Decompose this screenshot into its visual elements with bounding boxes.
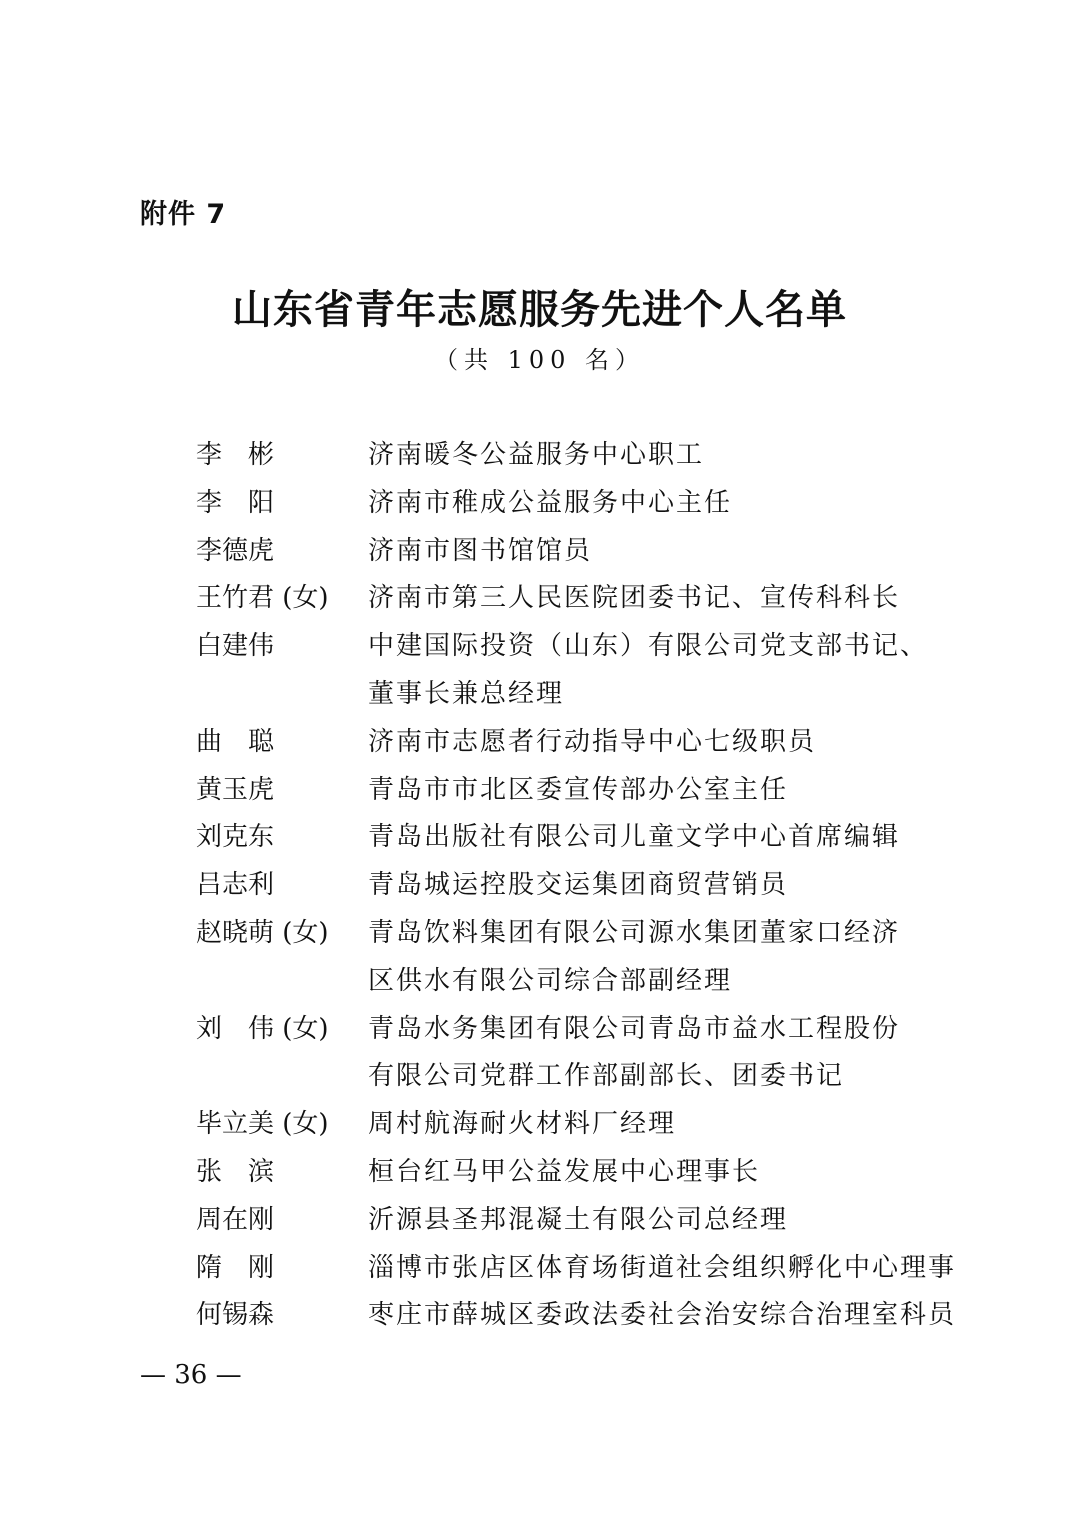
organization-line: 桓台红马甲公益发展中心理事长	[368, 1156, 761, 1187]
list-item	[196, 480, 996, 528]
organization-line: 济南市图书馆馆员	[368, 535, 593, 566]
list-item	[196, 910, 996, 1006]
organization-line: 沂源县圣邦混凝土有限公司总经理	[368, 1204, 789, 1235]
person-name: 李 阳	[196, 487, 275, 518]
page-title: 山东省青年志愿服务先进个人名单	[232, 287, 847, 333]
honoree-list	[196, 432, 996, 1340]
organization-line: 周村航海耐火材料厂经理	[368, 1109, 677, 1140]
person-name: 李 彬	[196, 440, 275, 470]
person-organization	[368, 1292, 996, 1340]
person-name: 隋 刚	[196, 1252, 275, 1283]
list-item	[196, 767, 996, 815]
organization-line: 董事长兼总经理	[368, 678, 565, 709]
organization-line: 有限公司党群工作部副部长、团委书记	[368, 1061, 845, 1092]
list-item	[196, 862, 996, 910]
list-item	[196, 1292, 996, 1340]
organization-line: 青岛饮料集团有限公司源水集团董家口经济	[368, 917, 901, 948]
person-organization	[368, 767, 996, 815]
attachment-label: 附件 7	[140, 199, 227, 230]
page-number: — 36 —	[140, 1360, 242, 1390]
person-name: 毕立美 (女)	[196, 1109, 329, 1140]
person-organization	[368, 623, 996, 719]
person-organization	[368, 575, 996, 623]
list-item	[196, 719, 996, 767]
person-organization	[368, 1006, 996, 1102]
organization-line: 青岛市市北区委宣传部办公室主任	[368, 774, 789, 805]
person-organization	[368, 814, 996, 862]
person-organization	[368, 1197, 996, 1245]
person-name: 张 滨	[196, 1156, 275, 1187]
list-item	[196, 575, 996, 623]
organization-line: 青岛水务集团有限公司青岛市益水工程股份	[368, 1013, 901, 1044]
person-name: 白建伟	[196, 631, 275, 662]
list-item	[196, 1006, 996, 1102]
person-name: 周在刚	[196, 1204, 275, 1235]
person-organization	[368, 1101, 996, 1149]
list-item	[196, 623, 996, 719]
organization-line: 济南市稚成公益服务中心主任	[368, 487, 733, 518]
list-item	[196, 1149, 996, 1197]
list-item	[196, 1245, 996, 1293]
person-organization	[368, 480, 996, 528]
person-organization	[368, 1149, 996, 1197]
organization-line: 青岛出版社有限公司儿童文学中心首席编辑	[368, 822, 901, 853]
organization-line: 青岛城运控股交运集团商贸营销员	[368, 870, 789, 901]
person-organization	[368, 528, 996, 576]
person-name: 曲 聪	[196, 726, 275, 757]
person-organization	[368, 432, 996, 480]
person-name: 赵晓萌 (女)	[196, 917, 329, 948]
person-name: 刘 伟 (女)	[196, 1013, 329, 1044]
list-item	[196, 528, 996, 576]
organization-line: 济南市志愿者行动指导中心七级职员	[368, 726, 817, 757]
person-name: 黄玉虎	[196, 774, 275, 805]
person-organization	[368, 862, 996, 910]
organization-line: 枣庄市薛城区委政法委社会治安综合治理室科员	[368, 1300, 957, 1331]
organization-line: 济南暖冬公益服务中心职工	[368, 440, 705, 470]
person-name: 刘克东	[196, 822, 275, 853]
person-name: 王竹君 (女)	[196, 583, 329, 614]
page-subtitle: （共 100 名）	[433, 346, 646, 374]
person-name: 李德虎	[196, 535, 275, 566]
person-organization	[368, 1245, 996, 1293]
organization-line: 中建国际投资（山东）有限公司党支部书记、	[368, 631, 929, 662]
organization-line: 济南市第三人民医院团委书记、宣传科科长	[368, 583, 901, 614]
person-organization	[368, 910, 996, 1006]
organization-line: 淄博市张店区体育场街道社会组织孵化中心理事	[368, 1252, 957, 1283]
person-organization	[368, 719, 996, 767]
list-item	[196, 1197, 996, 1245]
organization-line: 区供水有限公司综合部副经理	[368, 965, 733, 996]
list-item	[196, 814, 996, 862]
person-name: 何锡森	[196, 1300, 275, 1331]
list-item	[196, 1101, 996, 1149]
person-name: 吕志利	[196, 870, 275, 901]
list-item	[196, 432, 996, 480]
